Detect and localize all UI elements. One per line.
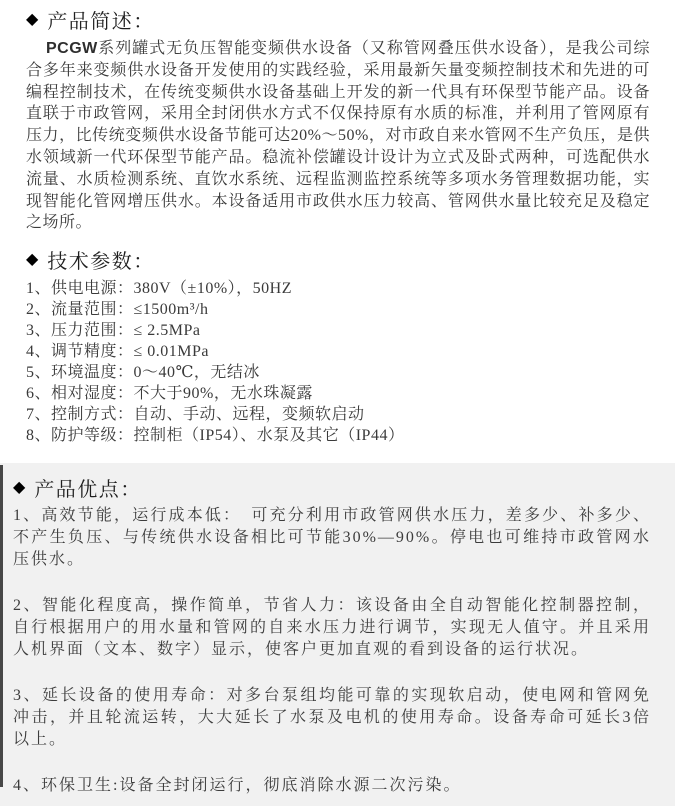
tech-param-item: 6、相对湿度：不大于90%，无水珠凝露 [26, 385, 313, 403]
tech-param-item: 3、压力范围：≤ 2.5MPa [26, 322, 201, 340]
brief-paragraph-text: 系列罐式无负压智能变频供水设备（又称管网叠压供水设备），是我公司综合多年来变频供水设备开发使用的实践经验，采用最新矢量变频控制技术和先进的可编程控制技术，在传统变频供水设备基础上开发的新一代具有环保型节能产品。设备直联于市政管网，采用全封闭供水方式不仅保持原有水质的标准，并利用了管网原有压力，比传统变频供水设备节能可达20%～50%，对市政自来水管网不生产负压，是供水领域新一代环保型节能产品。稳流补偿罐设计设计为立式及卧式两种，可选配供水流量、水质检测系统、直饮水系统、远程监测监控系统等多项水务管理数据功能，实现智能化管网增压供水。本设备适用市政供水压力较高、管网供水量比较充足及稳定之场所。 [26, 40, 650, 232]
tech-heading-row [26, 247, 650, 271]
tech-param-item: 5、环境温度：0～40℃，无结冰 [26, 364, 260, 382]
tech-param-item: 4、调节精度：≤ 0.01MPa [26, 343, 210, 361]
brief-heading: 产品简述： [47, 10, 155, 33]
brief-heading-row [26, 7, 650, 31]
diamond-bullet-icon: ◆ [26, 249, 39, 269]
brief-paragraph [26, 38, 650, 234]
advantage-paragraph: 2、智能化程度高，操作简单，节省人力：该设备由全自动智能化控制器控制，自行根据用户的用水量和管网的自来水压力进行调节，实现无人值守。并且采用人机界面（文本、数字）显示，使客户更加直观的看到设备的运行状况。 [13, 597, 651, 659]
advantage-paragraph: 1、高效节能，运行成本低： 可充分利用市政管网供水压力，差多少、补多少、不产生负压、与传统供水设备相比可节能30%—90%。停电也可维持市政管网水压供水。 [13, 507, 651, 569]
advantage-paragraph: 3、延长设备的使用寿命：对多台泵组均能可靠的实现软启动，使电网和管网免冲击，并且轮流运转，大大延长了水泵及电机的使用寿命。设备寿命可延长3倍以上。 [13, 687, 651, 749]
advantage-paragraph: 4、环保卫生:设备全封闭运行，彻底消除水源二次污染。 [13, 777, 462, 795]
brand-name: PCGW [46, 40, 98, 57]
tech-heading: 技术参数： [47, 250, 155, 273]
tech-param-list [26, 278, 650, 446]
advantages-heading: 产品优点： [34, 478, 142, 501]
section-advantages [0, 463, 675, 806]
left-accent-bar [0, 465, 3, 787]
diamond-bullet-icon: ◆ [26, 9, 39, 28]
advantages-heading-row [13, 475, 651, 499]
diamond-bullet-icon: ◆ [13, 477, 26, 497]
tech-param-item: 8、防护等级：控制柜（IP54）、水泵及其它（IP44） [26, 427, 405, 445]
tech-param-item: 1、供电电源：380V（±10%），50HZ [26, 280, 292, 298]
tech-param-item: 2、流量范围：≤1500m³/h [26, 301, 209, 319]
tech-param-item: 7、控制方式：自动、手动、远程，变频软启动 [26, 406, 365, 424]
